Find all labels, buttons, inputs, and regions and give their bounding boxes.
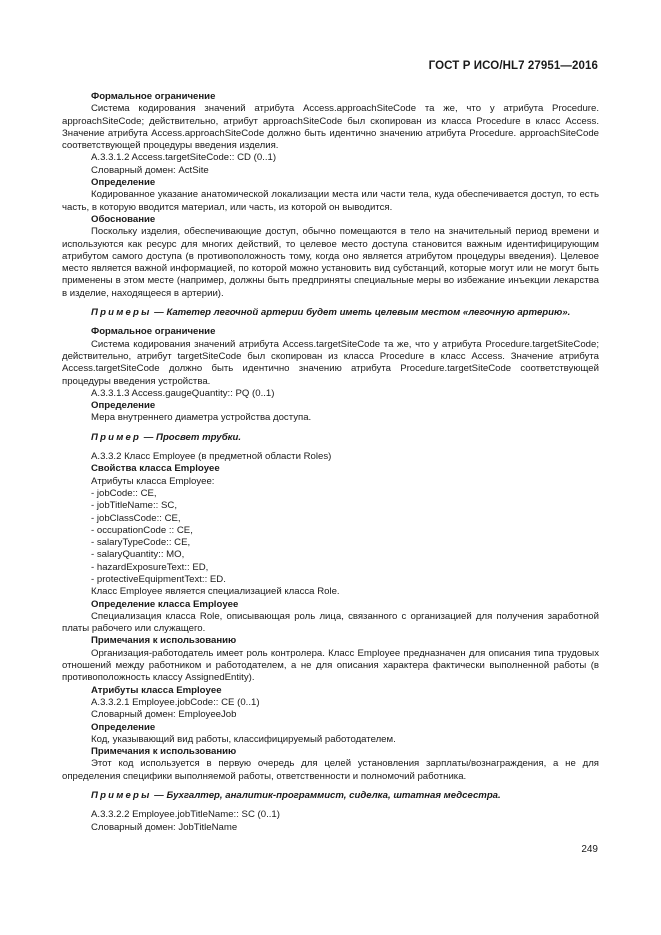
page-number: 249 (581, 844, 598, 855)
paragraph: Атрибуты класса Employee: (91, 475, 215, 487)
section-heading: Примечания к использованию (91, 746, 237, 758)
example-line (62, 432, 599, 444)
list-item: - occupationCode :: CE, (91, 524, 193, 536)
paragraph: A.3.3.2.2 Employee.jobTitleName:: SC (0..1) (91, 809, 280, 821)
paragraph: A.3.3.1.3 Access.gaugeQuantity:: PQ (0..1) (91, 387, 275, 399)
list-item: - jobTitleName:: SC, (91, 500, 178, 512)
example-line (62, 307, 599, 319)
paragraph: Класс Employee является специализацией класса Role. (91, 586, 340, 598)
document-body (62, 91, 599, 834)
section-heading: Формальное ограничение (91, 91, 216, 102)
list-item: - salaryTypeCode:: CE, (91, 537, 191, 549)
section-heading: Свойства класса Employee (91, 463, 220, 475)
example-label: Примеры (91, 790, 152, 802)
example-label: Пример (91, 431, 142, 443)
paragraph: A.3.3.2 Класс Employee (в предметной области Roles) (91, 451, 332, 463)
list-item: - hazardExposureText:: ED, (91, 561, 209, 573)
paragraph: Система кодирования значений атрибута Access.approachSiteCode та же, что у атрибута Procedure. approachSiteCode; действительно, атрибут approachSiteCode был скопирован из класса Procedure в класс Access. Значение атрибута Access.approachSiteCode должно быть идентично значению атрибута Procedure. approachSiteCode соответствующей процедуры введения изделия. (62, 103, 599, 152)
paragraph: Поскольку изделия, обеспечивающие доступ, обычно помещаются в тело на значительный период времени и используются как ресурс для многих действий, то целевое место доступа становится важным идентифицирующим атрибутом самого доступа (в противоположность тому, когда оно является атрибутом процедуры введения). Целевое место является важной информацией, по которой можно установить вид субстанций, которые могут или не могут быть применены в этом месте (например, должны быть предприняты специальные меры во избежание инъекции лекарства в изделие, находящееся в артерии). (62, 226, 599, 299)
example-text: — Бухгалтер, аналитик-программист, сиделка, штатная медсестра. (151, 790, 501, 802)
example-text: — Катетер легочной артерии будет иметь целевым местом «легочную артерию». (151, 307, 571, 319)
paragraph: Словарный домен: JobTitleName (91, 821, 238, 833)
section-heading: Определение (91, 177, 156, 189)
paragraph: A.3.3.2.1 Employee.jobCode:: CE (0..1) (91, 696, 260, 708)
list-item: - jobClassCode:: CE, (91, 512, 181, 524)
section-heading: Атрибуты класса Employee (91, 684, 222, 696)
paragraph: Система кодирования значений атрибута Access.targetSiteCode та же, что у атрибута Procedure.targetSiteCode; действительно, атрибут targetSiteCode был скопирован из класса Procedure в класс Access. Значение атрибута Access.targetSiteCode должно быть идентично значению атрибута Procedure.targetSiteCode соответствующей процедуры введения устройства. (62, 338, 599, 387)
list-item: - jobCode:: CE, (91, 487, 157, 499)
section-heading: Примечания к использованию (91, 635, 237, 647)
example-line (62, 790, 599, 802)
paragraph: Кодированное указание анатомической локализации места или части тела, куда обеспечивается доступ, то есть часть, в которую вводится материал, или часть, из которой он выводится. (62, 189, 599, 213)
paragraph: A.3.3.1.2 Access.targetSiteCode:: CD (0..1) (91, 152, 277, 164)
paragraph: Организация-работодатель имеет роль контролера. Класс Employee предназначен для описания типа трудовых отношений между работником и работодателем, а не для описания характера фактически выполненной работы (в противоположность классу AssignedEntity). (62, 647, 599, 684)
section-heading: Определение (91, 400, 156, 412)
section-heading: Обоснование (91, 213, 156, 225)
paragraph: Словарный домен: ActSite (91, 164, 209, 176)
section-heading: Определение класса Employee (91, 598, 239, 610)
paragraph: Код, указывающий вид работы, классифицируемый работодателем. (91, 733, 396, 745)
section-heading: Формальное ограничение (91, 326, 216, 338)
paragraph: Этот код используется в первую очередь для целей установления зарплаты/вознаграждения, а не для определения специфики выполняемой работы, ответственности и полномочий работника. (62, 758, 599, 782)
paragraph: Мера внутреннего диаметра устройства доступа. (91, 412, 312, 424)
section-heading: Определение (91, 721, 156, 733)
paragraph: Специализация класса Role, описывающая роль лица, связанного с организацией для получения заработной платы рабочего или служащего. (62, 610, 599, 635)
list-item: - protectiveEquipmentText:: ED. (91, 573, 226, 585)
paragraph: Словарный домен: EmployeeJob (91, 709, 237, 721)
example-text: — Просвет трубки. (141, 431, 242, 443)
list-item: - salaryQuantity:: MO, (91, 549, 185, 561)
standard-header: ГОСТ Р ИСО/HL7 27951—2016 (428, 60, 598, 72)
example-label: Примеры (91, 307, 152, 319)
